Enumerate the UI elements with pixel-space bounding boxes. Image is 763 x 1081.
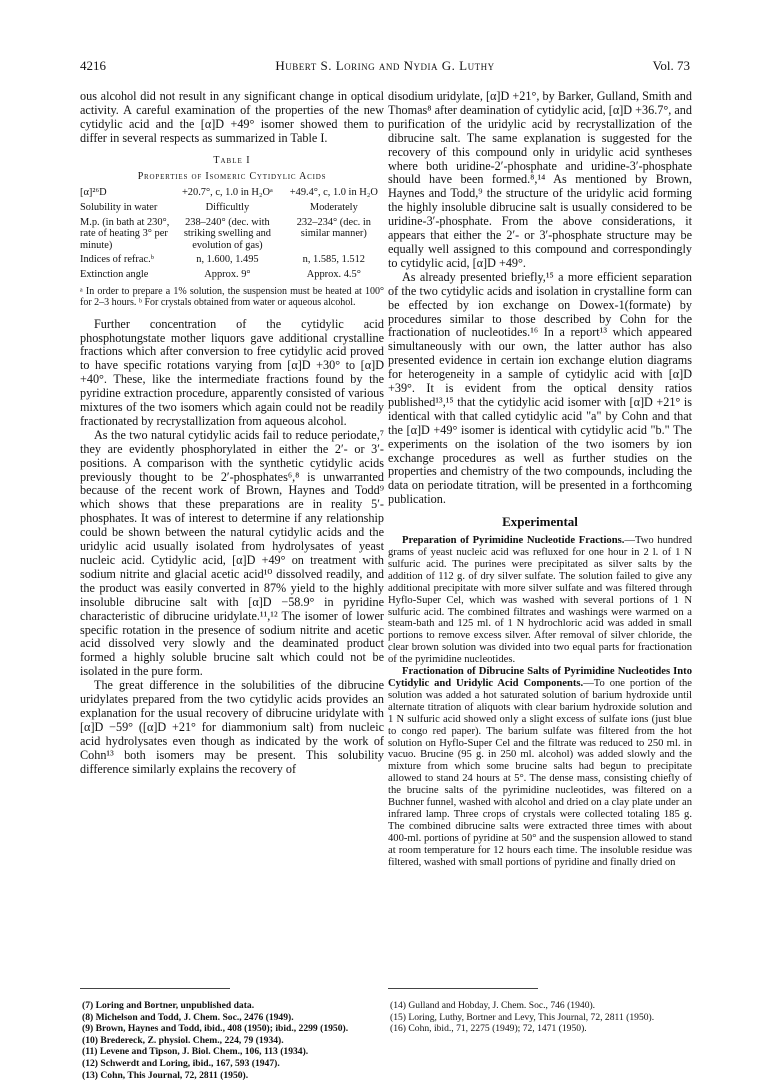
table-row (80, 217, 384, 255)
properties-table (80, 187, 384, 283)
running-header (80, 58, 690, 78)
paragraph: As already presented briefly,¹⁵ a more efficient separation of the two cytidylic acids and isolation in crystalline form can be effected by ion exchange on Dowex-1(formate) by procedures similar to those described by Cohn for the fractionation of nucleotides.¹⁶ In a report¹³ which appeared simultaneously with our own, the latter author has also presented evidence in certain ion exchange elution diagrams for heterogeneity in a sample of cytidylic acid with [α]D +39°. It is evident from the optical density ratios published¹³,¹⁵ that the cytidylic acid isomer with [α]D +21° is identical with that called cytidylic acid "a" by Cohn and that the [α]D +49° isomer is identical with cytidylic acid "b." The experiments on the isolation of the two isomers by ion exchange procedures as well as further studies on the properties and chemistry of the two compounds, including the data on periodate titration, will be presented in a forthcoming publication. (388, 269, 692, 507)
reference: (10) Bredereck, Z. physiol. Chem., 224, 79 (1934). (82, 1034, 284, 1046)
experimental-paragraph (388, 666, 692, 868)
paragraph: As the two natural cytidylic acids fail to reduce periodate,⁷ they are evidently phosphorylated in either the 2′- or 3′-positions. A comparison with the synthetic cytidylic acids previously thought to be 2′-phosphates⁶,⁸ is unwarranted because of the recent work of Brown, Haynes and Todd⁹ which shows that these preparations are in reality 5′-phosphates. It was of interest to determine if any relationship could be shown between the natural cytidylic acids and the uridylic acid usually isolated from hydrolysates of yeast nucleic acid. Cytidylic acid, [α]D +49° on treatment with sodium nitrite and glacial acetic acid¹⁰ dissolved readily, and the product was easily converted in 87% yield to the highly insoluble dibrucine salt with [α]D −58.9° in pyridine characteristic of dibrucine uridylate.¹¹,¹² The isomer of lower specific rotation in the presence of sodium nitrite and acetic acid dissolved very slowly and the deaminated product formed a highly soluble brucine salt which could not be isolated in the pure form. (80, 427, 384, 679)
table-cell: Approx. 9° (204, 269, 251, 280)
volume-label: Vol. 73 (652, 58, 690, 73)
table-row-label: M.p. (in bath at 230°, rate of heating 3° per minute) (80, 216, 170, 251)
references-right (388, 1000, 692, 1035)
table-cell: n, 1.600, 1.495 (196, 254, 259, 266)
table-caption: Properties of Isomeric Cytidylic Acids (137, 170, 327, 182)
table-cell: +20.7°, c, 1.0 in H₂Oᵃ (181, 187, 273, 199)
experimental-paragraph (388, 535, 692, 666)
table-row-label: Solubility in water (80, 202, 158, 214)
table-footnote: ᵃ In order to prepare a 1% solution, the suspension must be heated at 100° for 2–3 hours. ᵇ For crystals obtained from water or aqueous alcohol. (80, 285, 384, 308)
table-cell: n, 1.585, 1.512 (302, 254, 365, 266)
reference: (8) Michelson and Todd, J. Chem. Soc., 2476 (1949). (82, 1011, 294, 1023)
reference: (13) Cohn, This Journal, 72, 2811 (1950). (82, 1069, 249, 1081)
run-in-title: Preparation of Pyrimidine Nucleotide Fractions. (402, 535, 625, 547)
section-heading: Experimental (502, 514, 578, 530)
paragraph-body: —To one portion of the solution was added a hot saturated solution of barium hydroxide until alternate titration of aliquots with clear barium hydroxide solution and 1 N sulfuric acid showed only a slight excess of sulfate ions (just blue to congo red paper). The barium sulfate was filtered from the hot solution on Hyflo-Super Cel and the filtrate was reduced to 250 ml. in vacuo. Brucine (95 g. in 250 ml. alcohol) was added slowly and the mixture from which some brucine salts had begun to precipitate allowed to stand 24 hours at 5°. The dense mass, consisting chiefly of the brucine salts of the pyrimidine nucleotides, was filtered on a Buchner funnel, washed with alcohol and dried on a clay plate under an infrared lamp. Three crops of crystals were collected totaling 185 g. The combined dibrucine salts were extracted three times with about 400-ml. portions of pyridine at 50° and the suspension allowed to stand at room temperature for 12 hours each time. The insoluble residue was filtered, washed with small portions of pyridine and finally dried on (388, 677, 692, 868)
table-cell: 232–234° (dec. in similar manner) (296, 216, 371, 240)
table-row-label: Indices of refrac.ᵇ (80, 254, 154, 266)
paragraph: Further concentration of the cytidylic acid phosphotungstate mother liquors gave additional crystalline fractions which after conversion to free cytidylic acid proved to have specific rotations varying from [α]D +30° to [α]D +40°. These, like the intermediate fractions found by the pyridine extraction procedure, apparently consisted of various mixtures of the two isomers which again could not be readily fractionated by recrystallization from aqueous alcohol. (80, 316, 384, 428)
run-in-title: Fractionation of Dibrucine Salts of Pyrimidine Nucleotides Into Cytidylic and Uridylic Acid Components. (388, 666, 692, 689)
table-row (80, 187, 384, 202)
table-cell: Moderately (309, 202, 358, 214)
reference: (16) Cohn, ibid., 71, 2275 (1949); 72, 1471 (1950). (390, 1023, 587, 1035)
paragraph-body: —Two hundred grams of yeast nucleic acid was refluxed for one hour in 2 l. of 1 N sulfuric acid. The purines were precipitated as silver salts by the addition of 112 g. of dry silver sulfate. The solution failed to give any additional precipitate with more silver sulfate and was filtered through Hyflo-Super Cel, which was washed with several portions of 1 N sulfuric acid. The combined filtrates and washings were warmed on a steam-bath and 125 ml. of 1 N hydrochloric acid was added in small portions to remove excess silver. After removal of silver chloride, the clear brown solution was divided into two equal parts for fractionation of the pyrimidine nucleotides. (388, 535, 692, 666)
paragraph: disodium uridylate, [α]D +21°, by Barker, Gulland, Smith and Thomas⁸ after deamination of cytidylic acid, [α]D +36.7°, and purification of the uridylic acid by recrystallization of the dibrucine salt. The same explanation is suggested for the recovery of this compound only in uridylic acid syntheses where both uridine-2′-phosphate and uridine-3′-phosphate should have been formed.⁸,¹⁴ As mentioned by Brown, Haynes and Todd,⁹ the structure of the uridylic acid forming the highly insoluble dibrucine salt is usually considered to be uridine-3′-phosphate. From the above considerations, it appears that either the 2′- or 3′-phosphate structure may be equally well assigned to this compound and correspondingly to cytidylic acid, [α]D +49°. (388, 89, 692, 270)
table-row (80, 269, 384, 284)
reference: (11) Levene and Tipson, J. Biol. Chem., 106, 113 (1934). (82, 1046, 309, 1058)
reference: (9) Brown, Haynes and Todd, ibid., 408 (1950); ibid., 2299 (1950). (82, 1023, 349, 1035)
left-column (80, 90, 384, 777)
table-row (80, 202, 384, 217)
reference: (7) Loring and Bortner, unpublished data. (82, 1000, 255, 1011)
paragraph: ous alcohol did not result in any significant change in optical activity. A careful examination of the properties of the new cytidylic acid and the [α]D +49° isomer showed them to differ in several respects as summarized in Table I. (80, 89, 384, 145)
reference: (15) Loring, Luthy, Bortner and Levy, This Journal, 72, 2811 (1950). (390, 1011, 655, 1023)
running-title: Hubert S. Loring and Nydia G. Luthy (275, 58, 495, 73)
table-cell: +49.4°, c, 1.0 in H₂O (289, 187, 378, 199)
reference: (14) Gulland and Hobday, J. Chem. Soc., 746 (1940). (390, 1000, 596, 1011)
footnote-rule (80, 988, 230, 989)
table-title: Table I (213, 154, 251, 166)
table-row-label: [α]²⁶D (80, 187, 107, 199)
references-left (80, 1000, 384, 1081)
table-row (80, 254, 384, 269)
table-cell: Difficultly (205, 202, 250, 214)
table-cell: 238–240° (dec. with striking swelling and evolution of gas) (183, 216, 271, 251)
page-number: 4216 (80, 58, 106, 73)
paragraph: The great difference in the solubilities of the dibrucine uridylates prepared from the two cytidylic acids provides an explanation for the usual recovery of dibrucine uridylate with [α]D −59° ([α]D +21° for diammonium salt) from nucleic acid hydrolysates even though as indicated by the work of Cohn¹³ both isomers may be present. This solubility difference similarly explains the recovery of (80, 678, 384, 776)
table-cell: Approx. 4.5° (306, 269, 361, 280)
reference: (12) Schwerdt and Loring, ibid., 167, 593 (1947). (82, 1057, 280, 1069)
table-row-label: Extinction angle (80, 269, 149, 280)
right-column (388, 90, 692, 868)
footnote-rule (388, 988, 538, 989)
